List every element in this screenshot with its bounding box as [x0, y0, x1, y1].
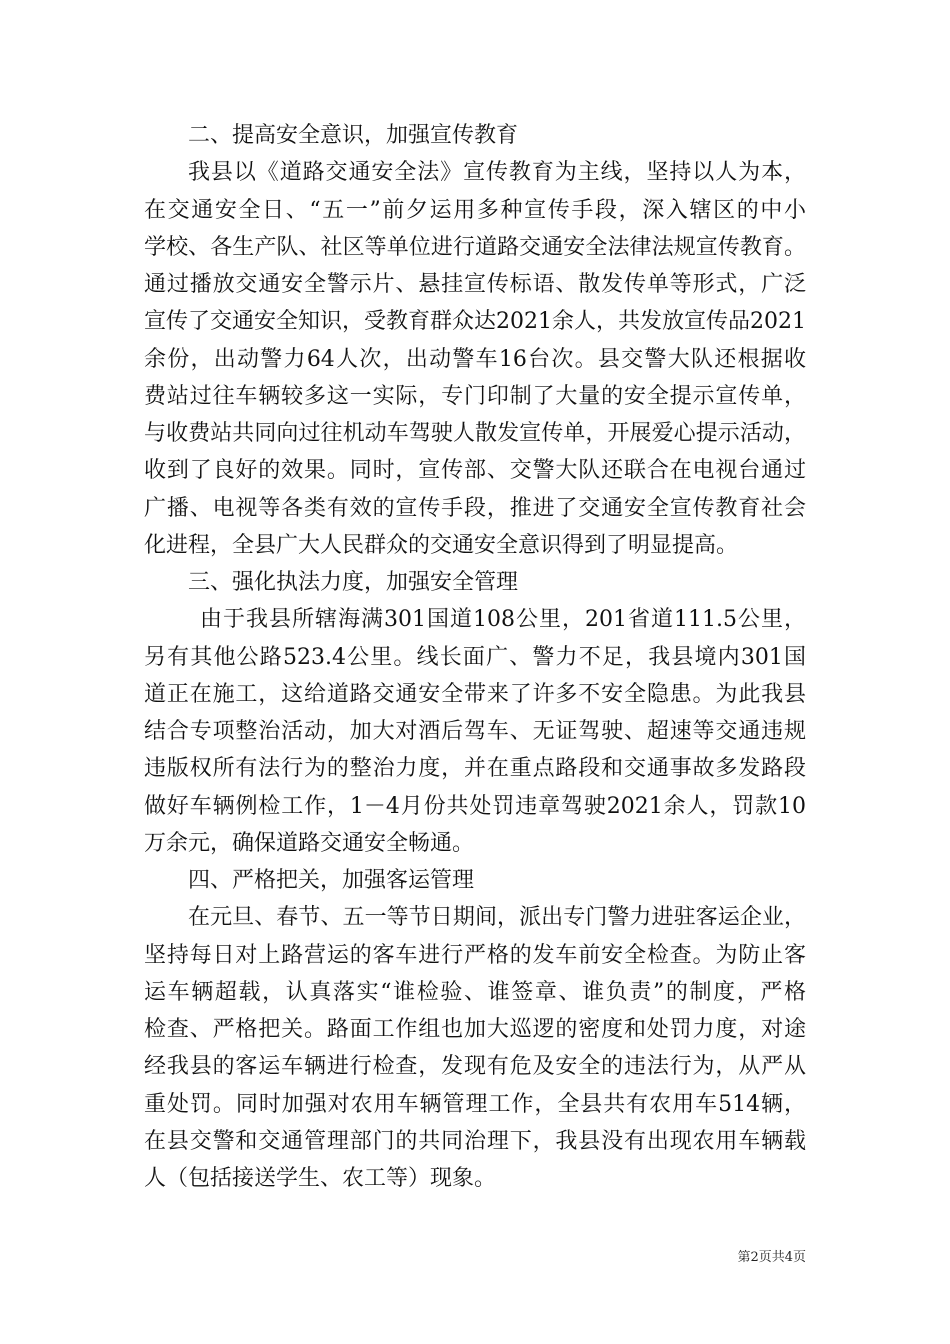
paragraph-line: 费站过往车辆较多这一实际，专门印制了大量的安全提示宣传单， [144, 383, 806, 409]
paragraph-line: 宣传了交通安全知识，受教育群众达2021余人，共发放宣传品2021 [144, 309, 806, 335]
paragraph-line: 我县以《道路交通安全法》宣传教育为主线，坚持以人为本， [188, 160, 806, 186]
paragraph-line: 在元旦、春节、五一等节日期间，派出专门警力进驻客运企业， [188, 905, 806, 931]
paragraph-line: 运车辆超载，认真落实“谁检验、谁签章、谁负责”的制度，严格 [144, 979, 806, 1005]
page-number: 第2页共4页 [737, 1250, 806, 1265]
paragraph-line: 做好车辆例检工作，1－4月份共处罚违章驾驶2021余人，罚款10 [144, 793, 806, 819]
section-heading: 三、强化执法力度，加强安全管理 [188, 570, 519, 595]
document-body [144, 117, 806, 1197]
paragraph-line: 通过播放交通安全警示片、悬挂宣传标语、散发传单等形式，广泛 [144, 272, 806, 297]
paragraph-line: 由于我县所辖海满301国道108公里，201省道111.5公里， [200, 607, 806, 633]
paragraph-line: 广播、电视等各类有效的宣传手段，推进了交通安全宣传教育社会 [144, 495, 806, 521]
paragraph-line: 学校、各生产队、社区等单位进行道路交通安全法律法规宣传教育。 [144, 234, 806, 260]
paragraph-line: 坚持每日对上路营运的客车进行严格的发车前安全检查。为防止客 [144, 942, 806, 968]
paragraph-line: 收到了良好的效果。同时，宣传部、交警大队还联合在电视台通过 [144, 458, 806, 484]
section-heading: 四、严格把关，加强客运管理 [188, 868, 475, 893]
paragraph-line: 结合专项整治活动，加大对酒后驾车、无证驾驶、超速等交通违规 [144, 719, 806, 744]
paragraph-line: 化进程，全县广大人民群众的交通安全意识得到了明显提高。 [144, 532, 739, 558]
paragraph-line: 检查、严格把关。路面工作组也加大巡逻的密度和处罚力度，对途 [144, 1017, 806, 1042]
section-heading: 二、提高安全意识，加强宣传教育 [188, 123, 519, 148]
paragraph-line: 与收费站共同向过往机动车驾驶人散发宣传单，开展爱心提示活动， [144, 421, 806, 446]
paragraph-line: 道正在施工，这给道路交通安全带来了许多不安全隐患。为此我县 [144, 681, 806, 707]
paragraph-line: 违版权所有法行为的整治力度，并在重点路段和交通事故多发路段 [144, 756, 806, 782]
paragraph-line: 人（包括接送学生、农工等）现象。 [144, 1166, 497, 1191]
paragraph-line: 经我县的客运车辆进行检查，发现有危及安全的违法行为，从严从 [144, 1054, 806, 1080]
paragraph-line: 在交通安全日、“五一”前夕运用多种宣传手段，深入辖区的中小 [144, 197, 806, 223]
paragraph-line: 万余元，确保道路交通安全畅通。 [144, 830, 475, 856]
paragraph-line: 在县交警和交通管理部门的共同治理下，我县没有出现农用车辆载 [144, 1128, 806, 1154]
paragraph-line: 余份，出动警力64人次，出动警车16台次。县交警大队还根据收 [144, 346, 806, 372]
paragraph-line: 另有其他公路523.4公里。线长面广、警力不足，我县境内301国 [144, 644, 806, 670]
paragraph-line: 重处罚。同时加强对农用车辆管理工作，全县共有农用车514辆， [144, 1091, 806, 1117]
